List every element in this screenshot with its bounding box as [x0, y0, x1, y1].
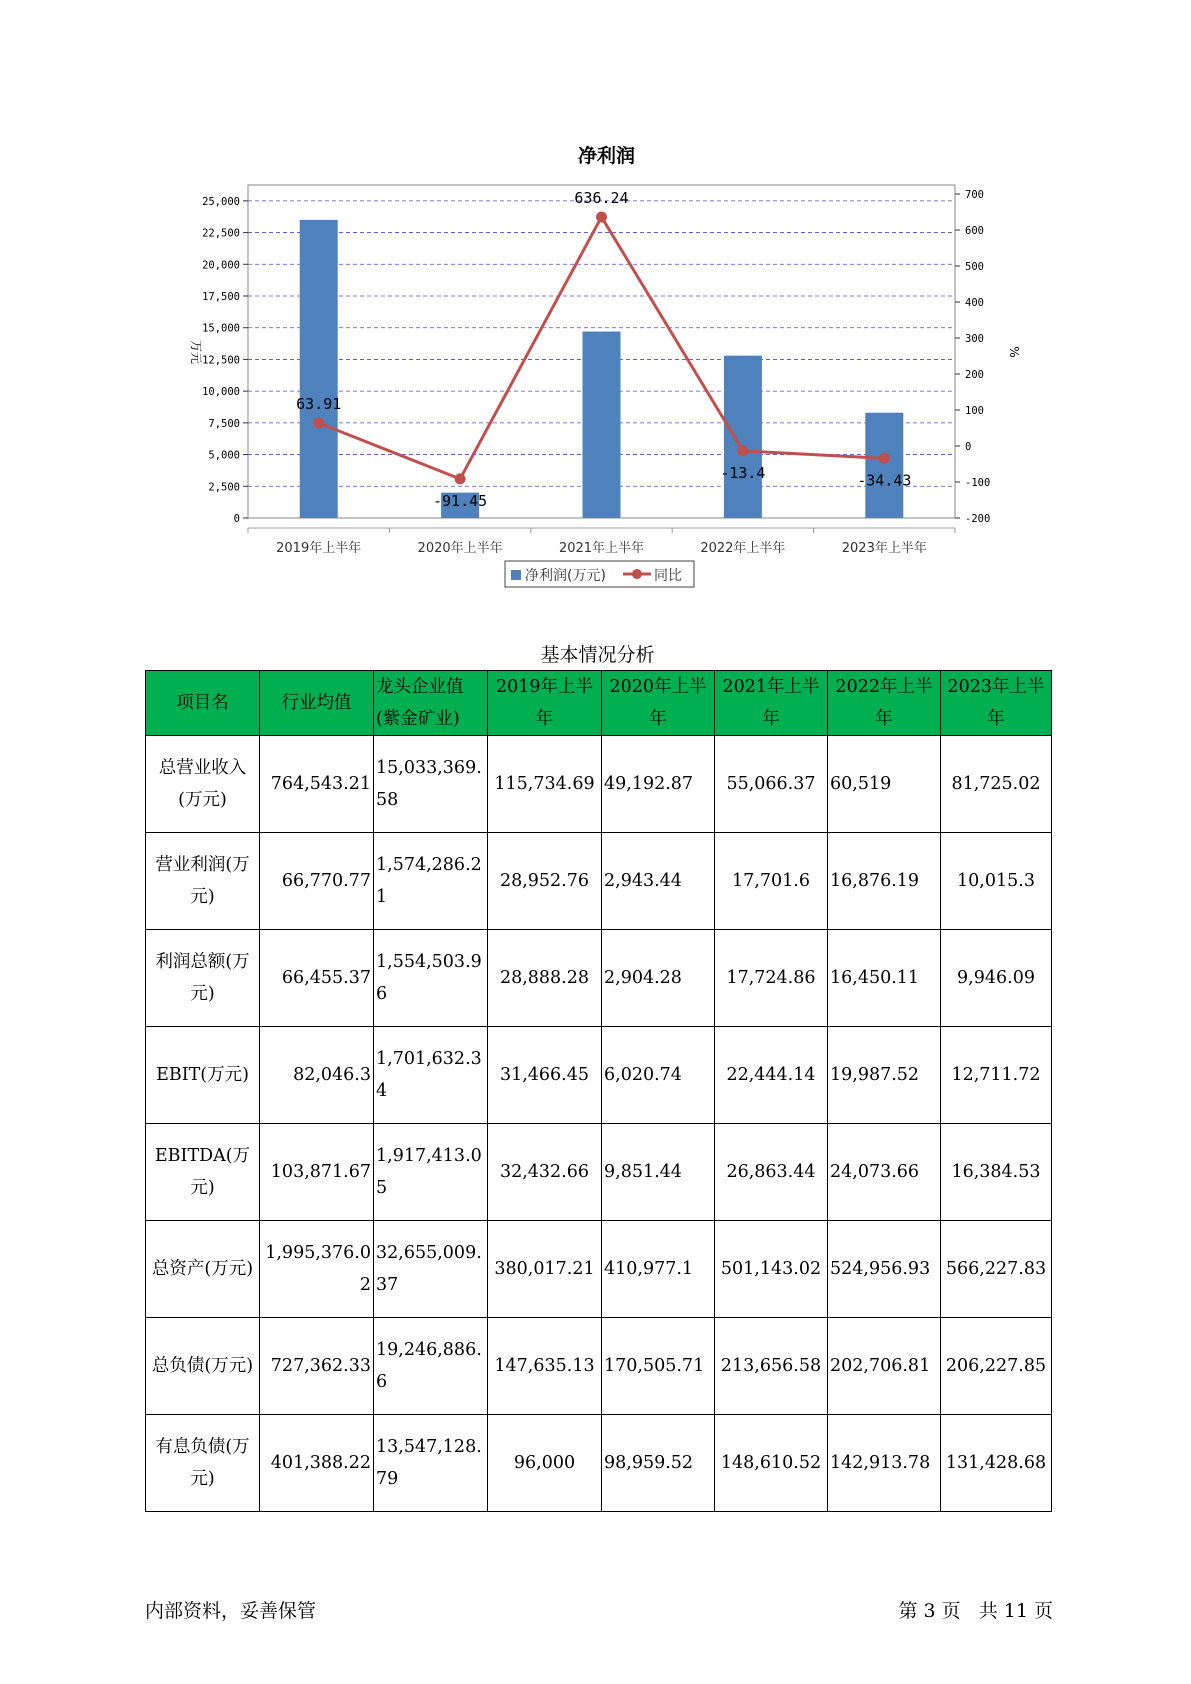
- bar: [583, 332, 621, 518]
- y2-tick-label: 500: [965, 261, 984, 273]
- table-cell: 410,977.1: [602, 1221, 715, 1318]
- table-cell: 206,227.85: [941, 1318, 1052, 1415]
- table-cell: 31,466.45: [488, 1027, 602, 1124]
- yoy-point: [596, 211, 607, 222]
- header-2023h1: 2023年上半年: [941, 671, 1052, 736]
- y-tick-label: 20,000: [202, 259, 240, 272]
- row-label: 营业利润(万元): [146, 833, 260, 930]
- table-cell: 566,227.83: [941, 1221, 1052, 1318]
- table-cell: 142,913.78: [828, 1415, 941, 1512]
- yoy-point: [879, 453, 890, 464]
- row-label: EBITDA(万元): [146, 1124, 260, 1221]
- y2-tick-label: -100: [965, 477, 991, 489]
- table-row: [146, 1415, 1052, 1512]
- legend-bar-swatch: [511, 570, 521, 580]
- table-cell: 202,706.81: [828, 1318, 941, 1415]
- table-cell: 22,444.14: [715, 1027, 828, 1124]
- table-row: [146, 833, 1052, 930]
- header-leader: 龙头企业值(紫金矿业): [374, 671, 488, 736]
- table-cell: 17,701.6: [715, 833, 828, 930]
- row-label: 总营业收入(万元): [146, 736, 260, 833]
- y2-tick-label: 600: [965, 225, 984, 237]
- header-industry-avg: 行业均值: [260, 671, 374, 736]
- data-label: 63.91: [296, 394, 342, 413]
- y-tick-label: 17,500: [202, 291, 240, 303]
- x-tick-label: 2023年上半年: [841, 541, 927, 556]
- table-cell: 2,943.44: [602, 833, 715, 930]
- table-body: [146, 736, 1052, 1512]
- bar: [300, 220, 338, 518]
- row-label: 利润总额(万元): [146, 930, 260, 1027]
- header-2020h1: 2020年上半年: [602, 671, 715, 736]
- y-tick-label: 15,000: [202, 322, 240, 335]
- table-cell: 26,863.44: [715, 1124, 828, 1221]
- table-cell: 32,655,009.37: [374, 1221, 488, 1318]
- table-cell: 28,952.76: [488, 833, 602, 930]
- data-label: -34.43: [857, 471, 912, 490]
- yoy-point: [455, 473, 466, 484]
- bar: [724, 356, 762, 518]
- table-cell: 727,362.33: [260, 1318, 374, 1415]
- table-cell: 131,428.68: [941, 1415, 1052, 1512]
- table-cell: 81,725.02: [941, 736, 1052, 833]
- table-cell: 6,020.74: [602, 1027, 715, 1124]
- table-cell: 16,876.19: [828, 833, 941, 930]
- y-tick-label: 0: [233, 513, 240, 525]
- table-cell: 1,917,413.05: [374, 1124, 488, 1221]
- table-cell: 16,384.53: [941, 1124, 1052, 1221]
- table-cell: 170,505.71: [602, 1318, 715, 1415]
- table-cell: 82,046.3: [260, 1027, 374, 1124]
- row-label: 有息负债(万元): [146, 1415, 260, 1512]
- table-cell: 98,959.52: [602, 1415, 715, 1512]
- table-cell: 2,904.28: [602, 930, 715, 1027]
- header-item-name: 项目名: [146, 671, 260, 736]
- y2-tick-label: 300: [965, 333, 984, 345]
- y-axis-label: 万元: [189, 339, 203, 365]
- y-tick-label: 2,500: [208, 481, 240, 494]
- data-label: 636.24: [574, 188, 629, 207]
- table-cell: 147,635.13: [488, 1318, 602, 1415]
- table-cell: 19,987.52: [828, 1027, 941, 1124]
- y-tick-label: 5,000: [208, 449, 240, 462]
- y-tick-label: 22,500: [202, 227, 240, 240]
- legend-line-label: 同比: [654, 568, 682, 584]
- table-cell: 1,574,286.21: [374, 833, 488, 930]
- yoy-point: [313, 417, 324, 428]
- x-tick-label: 2021年上半年: [558, 541, 645, 556]
- y-tick-label: 25,000: [202, 195, 240, 208]
- table-header-row: [146, 671, 1052, 736]
- table-row: [146, 1318, 1052, 1415]
- table-cell: 103,871.67: [260, 1124, 374, 1221]
- table-cell: 32,432.66: [488, 1124, 602, 1221]
- y2-tick-label: -200: [965, 513, 991, 525]
- chart-canvas: [0, 0, 1191, 600]
- table-cell: 17,724.86: [715, 930, 828, 1027]
- table-cell: 115,734.69: [488, 736, 602, 833]
- y-tick-label: 10,000: [202, 386, 240, 399]
- table-cell: 16,450.11: [828, 930, 941, 1027]
- row-label: EBIT(万元): [146, 1027, 260, 1124]
- table-cell: 55,066.37: [715, 736, 828, 833]
- table-cell: 9,851.44: [602, 1124, 715, 1221]
- table-row: [146, 1124, 1052, 1221]
- basic-analysis-table: [145, 670, 1052, 1512]
- table-cell: 15,033,369.58: [374, 736, 488, 833]
- net-profit-chart: [0, 0, 1191, 600]
- table-title: 基本情况分析: [540, 644, 655, 666]
- legend-line-marker: [632, 569, 642, 579]
- table-row: [146, 1221, 1052, 1318]
- table-cell: 24,073.66: [828, 1124, 941, 1221]
- table-row: [146, 1027, 1052, 1124]
- table-cell: 1,995,376.02: [260, 1221, 374, 1318]
- table-cell: 501,143.02: [715, 1221, 828, 1318]
- x-tick-label: 2022年上半年: [700, 541, 786, 556]
- table-cell: 148,610.52: [715, 1415, 828, 1512]
- y2-tick-label: 100: [965, 405, 984, 417]
- header-2021h1: 2021年上半年: [715, 671, 828, 736]
- chart-title: 净利润: [577, 145, 636, 167]
- table-cell: 66,770.77: [260, 833, 374, 930]
- table-cell: 401,388.22: [260, 1415, 374, 1512]
- x-tick-label: 2020年上半年: [417, 541, 503, 556]
- header-2019h1: 2019年上半年: [488, 671, 602, 736]
- y2-axis-label: %: [1007, 346, 1021, 358]
- yoy-point: [737, 445, 748, 456]
- table-cell: 10,015.3: [941, 833, 1052, 930]
- y-tick-label: 7,500: [208, 417, 240, 430]
- footer-confidential: 内部资料，妥善保管: [145, 1600, 317, 1622]
- row-label: 总负债(万元): [146, 1318, 260, 1415]
- y2-tick-label: 200: [965, 369, 984, 381]
- table-cell: 1,701,632.34: [374, 1027, 488, 1124]
- data-label: -13.4: [720, 463, 766, 482]
- y-tick-label: 12,500: [202, 354, 240, 367]
- footer-page-number: 第 3 页 共 11 页: [898, 1600, 1053, 1622]
- y2-tick-label: 700: [965, 189, 984, 201]
- table-cell: 28,888.28: [488, 930, 602, 1027]
- table-cell: 764,543.21: [260, 736, 374, 833]
- x-tick-label: 2019年上半年: [276, 541, 362, 556]
- y2-tick-label: 0: [965, 441, 972, 453]
- table-cell: 1,554,503.96: [374, 930, 488, 1027]
- table-cell: 524,956.93: [828, 1221, 941, 1318]
- table-cell: 96,000: [488, 1415, 602, 1512]
- bar: [865, 413, 903, 518]
- table-cell: 19,246,886.6: [374, 1318, 488, 1415]
- legend-bar-label: 净利润(万元): [525, 568, 606, 584]
- table-cell: 66,455.37: [260, 930, 374, 1027]
- table-cell: 380,017.21: [488, 1221, 602, 1318]
- table-row: [146, 736, 1052, 833]
- table-cell: 49,192.87: [602, 736, 715, 833]
- table-cell: 213,656.58: [715, 1318, 828, 1415]
- row-label: 总资产(万元): [146, 1221, 260, 1318]
- table-cell: 60,519: [828, 736, 941, 833]
- y2-tick-label: 400: [965, 297, 984, 309]
- table-cell: 13,547,128.79: [374, 1415, 488, 1512]
- table-cell: 12,711.72: [941, 1027, 1052, 1124]
- table-cell: 9,946.09: [941, 930, 1052, 1027]
- header-2022h1: 2022年上半年: [828, 671, 941, 736]
- data-label: -91.45: [433, 491, 488, 510]
- table-row: [146, 930, 1052, 1027]
